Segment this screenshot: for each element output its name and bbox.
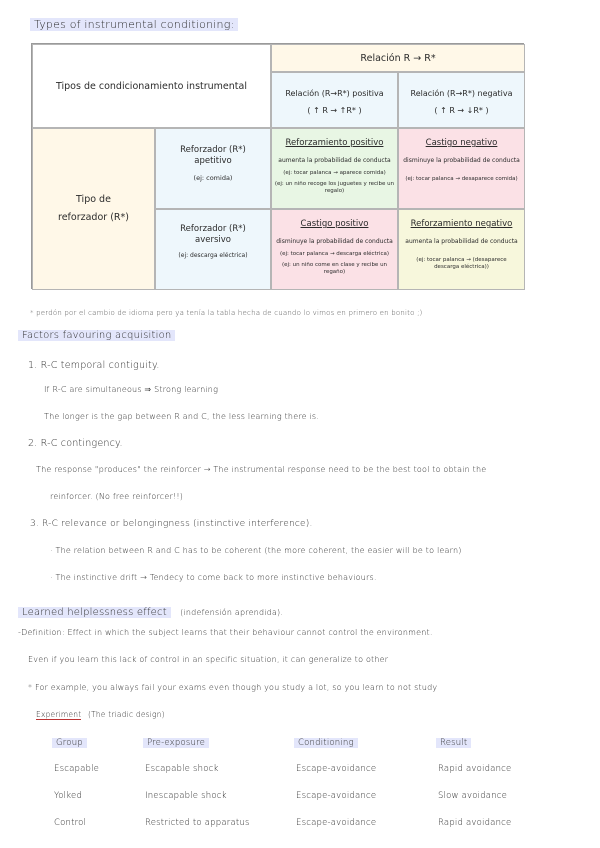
factor-3: 3. R-C relevance or belongingness (instinctive interference). <box>30 519 313 529</box>
appetitive-example: (ej: comida) <box>193 173 233 182</box>
exp-col-result: Result <box>436 738 471 748</box>
conditioning-table <box>31 43 524 289</box>
exp-row3-group: Control <box>54 818 87 828</box>
language-note: * perdón por el cambio de idioma pero ya tenía la tabla hecha de cuando lo vimos en primero en bonito ;) <box>30 309 423 317</box>
helplessness-heading-sub: (indefensión aprendida). <box>180 608 284 617</box>
positive-punishment-title: Castigo positivo <box>300 219 369 229</box>
relation-positive: Relación (R→R*) positiva <box>285 89 384 98</box>
reinforcer-type: Tipo de reforzador (R*) <box>58 194 129 224</box>
types-label: Tipos de condicionamiento instrumental <box>56 81 247 92</box>
exp-row1-group: Escapable <box>54 764 100 774</box>
factor-3-detail-b: · The instinctive drift → Tendecy to come back to more instinctive behaviours. <box>50 573 377 582</box>
factor-1-detail-b: The longer is the gap between R and C, the less learning there is. <box>44 412 320 421</box>
experiment-heading-row <box>36 710 165 719</box>
positive-reinforcement-example: (ej: tocar palanca → aparece comida) <box>283 169 386 176</box>
negative-punishment-example: (ej: tocar palanca → desaparece comida) <box>405 175 518 182</box>
positive-reinforcement-desc: aumenta la probabilidad de conducta <box>278 157 391 165</box>
negative-reinforcement-cell <box>398 209 525 290</box>
negative-punishment-title: Castigo negativo <box>425 138 498 148</box>
negative-reinforcement-example: (ej: tocar palanca → (desaparece descarga eléctrica)) <box>416 256 507 270</box>
factor-1-detail-a: If R-C are simultaneous ⇒ Strong learning <box>44 385 219 394</box>
exp-col-group: Group <box>52 738 87 748</box>
positive-reinforcement-example2: (ej: un niño recoge los juguetes y recibe un regalo) <box>274 180 395 195</box>
appetitive-cell <box>155 128 271 209</box>
positive-punishment-example: (ej: tocar palanca → descarga eléctrica) <box>279 250 390 257</box>
exp-row2-pre: Inescapable shock <box>145 791 227 801</box>
header-relation <box>271 44 525 72</box>
relation-negative-sub: ( ↑ R → ↓R* ) <box>434 105 489 115</box>
relation-positive-sub: ( ↑ R → ↑R* ) <box>307 105 362 115</box>
negative-punishment-cell <box>398 128 525 209</box>
header-relation-text: Relación R → R* <box>360 53 436 64</box>
factor-2-detail-b: reinforcer. (No free reinforcer!!) <box>50 492 184 501</box>
relation-negative: Relación (R→R*) negativa <box>410 89 513 98</box>
positive-punishment-example2: (ej: un niño come en clase y recibe un regaño) <box>281 261 388 276</box>
helplessness-example: * For example, you always fail your exams even though you study a lot, so you learn to not study <box>28 683 438 692</box>
positive-punishment-desc: disminuye la probabilidad de conducta <box>276 238 393 246</box>
negative-punishment-desc: disminuye la probabilidad de conducta <box>403 157 520 165</box>
positive-reinforcement-cell <box>271 128 398 209</box>
factor-2: 2. R-C contingency. <box>28 438 123 449</box>
experiment-label: Experiment <box>36 710 82 719</box>
positive-punishment-cell <box>271 209 398 290</box>
exp-row2-result: Slow avoidance <box>438 791 508 801</box>
factor-2-detail-a: The response "produces" the reinforcer → The instrumental response need to be the best tool to obtain the <box>36 465 487 474</box>
aversive-label: Reforzador (R*) aversivo <box>180 224 246 246</box>
relation-positive-cell <box>271 72 398 128</box>
exp-row1-cond: Escape-avoidance <box>296 764 377 774</box>
aversive-cell <box>155 209 271 290</box>
relation-negative-cell <box>398 72 525 128</box>
factor-1: 1. R-C temporal contiguity. <box>28 360 160 371</box>
exp-row2-cond: Escape-avoidance <box>296 791 377 801</box>
helplessness-generalize: Even if you learn this lack of control in an specific situation, it can generalize to other <box>28 655 389 664</box>
negative-reinforcement-title: Reforzamiento negativo <box>410 219 513 229</box>
exp-row1-pre: Escapable shock <box>145 764 219 774</box>
helplessness-definition: -Definition: Effect in which the subject learns that their behaviour cannot control the environment. <box>18 628 433 637</box>
helplessness-heading-row <box>18 600 283 619</box>
negative-reinforcement-desc: aumenta la probabilidad de conducta <box>405 238 518 246</box>
factor-3-detail-a: · The relation between R and C has to be coherent (the more coherent, the easier will be to learn) <box>50 546 462 555</box>
helplessness-heading: Learned helplessness effect <box>18 607 171 618</box>
exp-col-pre-exposure: Pre-exposure <box>143 738 209 748</box>
page-title: Types of instrumental conditioning: <box>30 18 238 31</box>
reinforcer-type-cell <box>32 128 155 290</box>
experiment-sub: (The triadic design) <box>87 710 165 719</box>
exp-row3-cond: Escape-avoidance <box>296 818 377 828</box>
aversive-example: (ej: descarga eléctrica) <box>178 251 248 259</box>
exp-row1-result: Rapid avoidance <box>438 764 512 774</box>
exp-row2-group: Yolked <box>54 791 83 801</box>
types-label-cell <box>32 44 271 128</box>
appetitive-label: Reforzador (R*) apetitivo <box>180 145 246 167</box>
exp-col-conditioning: Conditioning <box>294 738 358 748</box>
positive-reinforcement-title: Reforzamiento positivo <box>285 138 384 148</box>
exp-row3-result: Rapid avoidance <box>438 818 512 828</box>
factors-heading: Factors favouring acquisition <box>18 330 175 341</box>
exp-row3-pre: Restricted to apparatus <box>145 818 250 828</box>
